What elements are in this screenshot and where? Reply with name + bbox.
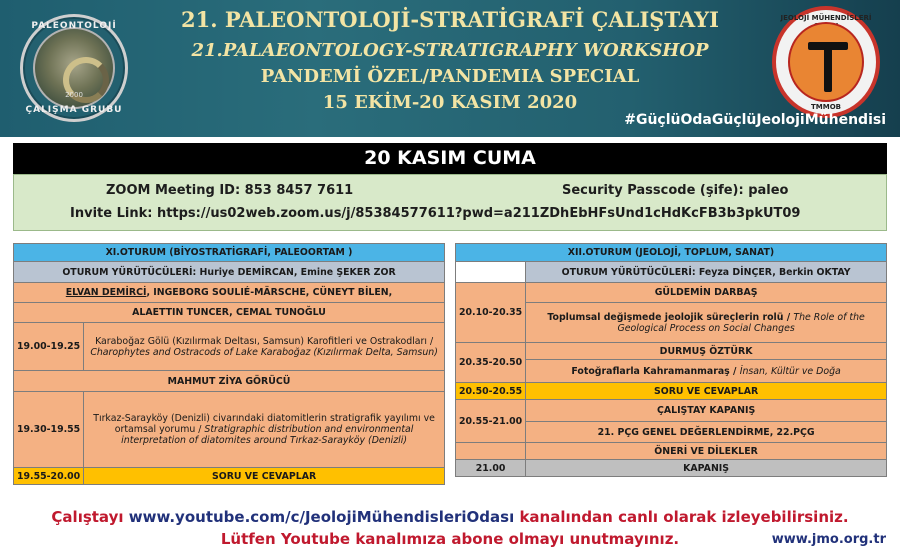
zoom-invite-link[interactable]: Invite Link: https://us02web.zoom.us/j/85384577611?pwd=a211ZDhEbHFsUnd1cHdKcFB3b3pkUT09 — [70, 206, 801, 221]
session-xi-table — [13, 243, 445, 485]
workshop-dates: 15 EKİM-20 KASIM 2020 — [322, 92, 578, 113]
talk-3-title-tr: Toplumsal değişmede jeolojik süreçlerin rolü / — [547, 311, 794, 323]
footer-subscribe-line: Lütfen Youtube kanalımıza abone olmayı unutmayınız. — [220, 530, 680, 548]
qa-label-left: SORU VE CEVAPLAR — [84, 468, 445, 485]
talk-2-time: 19.30-19.55 — [14, 392, 84, 468]
jmo-logo-inner — [788, 22, 864, 102]
talk-1-presenter: ELVAN DEMİRCİ — [65, 287, 147, 298]
header-banner — [0, 0, 900, 137]
hammer-handle-icon — [824, 48, 832, 92]
paleontology-group-logo — [20, 14, 128, 122]
workshop-special: PANDEMİ ÖZEL/PANDEMIA SPECIAL — [260, 66, 640, 87]
zoom-meeting-id: ZOOM Meeting ID: 853 8457 7611 — [106, 183, 354, 198]
talk-3-author: GÜLDEMİN DARBAŞ — [526, 283, 887, 303]
closing-subtitle: 21. PÇG GENEL DEĞERLENDİRME, 22.PÇG — [526, 422, 887, 443]
session-xii-table — [455, 243, 887, 477]
logo-left-bottom-text: ÇALIŞMA GRUBU — [25, 105, 123, 115]
logo-left-top-text: PALEONTOLOJİ — [31, 21, 117, 31]
jmo-logo-tmmob: TMMOB — [811, 103, 841, 111]
talk-4-title-tr: Fotoğraflarla Kahramanmaraş / — [571, 365, 740, 377]
youtube-channel-link[interactable]: www.youtube.com/c/JeolojiMühendisleriOdası — [128, 508, 515, 526]
session-xii-chairs: OTURUM YÜRÜTÜCÜLERİ: Feyza DİNÇER, Berkin OKTAY — [526, 262, 887, 283]
talk-3-time: 20.10-20.35 — [456, 283, 526, 343]
session-xii-title: XII.OTURUM (JEOLOJİ, TOPLUM, SANAT) — [456, 244, 887, 262]
website-link[interactable]: www.jmo.org.tr — [771, 532, 886, 547]
footer-line1-b: kanalından canlı olarak izleyebilirsiniz. — [514, 508, 849, 526]
talk-4-title — [526, 360, 887, 383]
closing-time: 20.55-21.00 — [456, 400, 526, 443]
talk-1-title-en: Charophytes and Ostracods of Lake Karaboğaz (Kızılırmak Delta, Samsun) — [90, 346, 438, 358]
wishes-label: ÖNERİ VE DİLEKLER — [526, 443, 887, 460]
end-label: KAPANIŞ — [526, 460, 887, 477]
footer-youtube-line — [0, 508, 900, 526]
qa-time-right: 20.50-20.55 — [456, 383, 526, 400]
talk-4-time: 20.35-20.50 — [456, 343, 526, 383]
jmo-logo-arc-text: JEOLOJİ MÜHENDİSLERİ — [780, 14, 872, 22]
talk-2-title-en: Stratigraphic distribution and environmental interpretation of diatomites around Tırkaz-Sarayköy (Denizli) — [121, 424, 414, 446]
day-heading: 20 KASIM CUMA — [13, 143, 887, 174]
talk-1-time: 19.00-19.25 — [14, 323, 84, 371]
talk-1-title-tr: Karaboğaz Gölü (Kızılırmak Deltası, Samsun) Karofitleri ve Ostrakodları / — [95, 335, 434, 347]
talk-1-title — [84, 323, 445, 371]
session-xi-chairs: OTURUM YÜRÜTÜCÜLERİ: Huriye DEMİRCAN, Emine ŞEKER ZOR — [14, 262, 445, 283]
logo-left-year: 2000 — [65, 91, 83, 99]
talk-1-authors — [14, 283, 445, 303]
end-time: 21.00 — [456, 460, 526, 477]
qa-time-left: 19.55-20.00 — [14, 468, 84, 485]
workshop-title-en: 21.PALAEONTOLOGY-STRATIGRAPHY WORKSHOP — [191, 40, 709, 61]
talk-1-authors-line2: ALAETTIN TUNCER, CEMAL TUNOĞLU — [14, 303, 445, 323]
hashtag: #GüçlüOdaGüçlüJeolojiMühendisi — [624, 112, 886, 128]
talk-2-title — [84, 392, 445, 468]
talk-2-title-tr: Tırkaz-Sarayköy (Denizli) civarındaki diatomitlerin stratigrafik yayılımı ve ortamsal yorumu / — [93, 413, 435, 435]
talk-4-title-en: İnsan, Kültür ve Doğa — [739, 365, 841, 377]
zoom-passcode: Security Passcode (şife): paleo — [562, 183, 789, 198]
jmo-logo — [772, 6, 880, 118]
talk-1-coauthors: , INGEBORG SOULIÉ-MÄRSCHE, CÜNEYT BİLEN, — [146, 287, 393, 298]
footer-line1-a: Çalıştayı — [51, 508, 129, 526]
workshop-title-tr: 21. PALEONTOLOJİ-STRATİGRAFİ ÇALIŞTAYI — [181, 7, 719, 32]
qa-label-right: SORU VE CEVAPLAR — [526, 383, 887, 400]
talk-2-author: MAHMUT ZİYA GÖRÜCÜ — [14, 371, 445, 392]
talk-3-title-en: The Role of the Geological Process on Social Changes — [617, 311, 865, 334]
zoom-info-box — [13, 174, 887, 231]
closing-title: ÇALIŞTAY KAPANIŞ — [526, 400, 887, 422]
talk-4-author: DURMUŞ ÖZTÜRK — [526, 343, 887, 360]
session-xi-title: XI.OTURUM (BİYOSTRATİGRAFİ, PALEOORTAM ) — [14, 244, 445, 262]
talk-3-title — [526, 303, 887, 343]
